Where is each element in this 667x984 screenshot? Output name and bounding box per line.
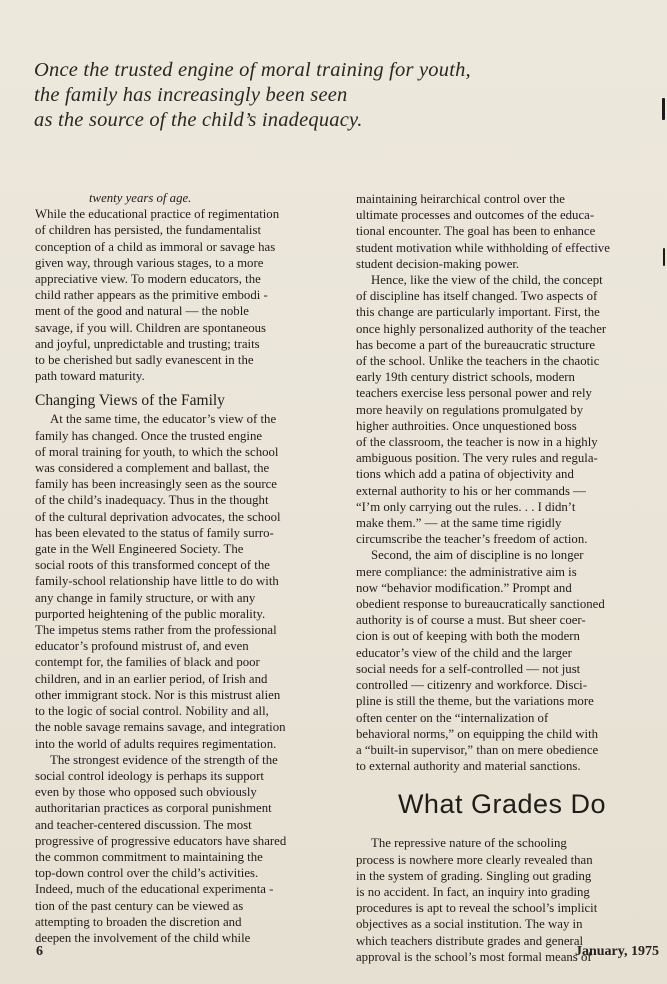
page-edge-mark	[663, 248, 665, 266]
pull-quote-line: the family has increasingly been seen	[34, 84, 348, 106]
text-line: to external authority and material sanctions.	[356, 759, 581, 774]
text-line: The strongest evidence of the strength of the	[50, 752, 278, 767]
text-line: of the school. Unlike the teachers in the chaotic	[356, 354, 600, 369]
text-line: and joyful, unpredictable and trusting; traits	[35, 336, 260, 351]
right-column	[356, 191, 648, 965]
section-heading: Changing Views of the Family	[35, 392, 225, 410]
text-line: is no accident. In fact, an inquiry into grading	[356, 884, 590, 899]
text-line: path toward maturity.	[35, 369, 145, 384]
text-line: often center on the “internalization of	[356, 710, 549, 725]
text-line: maintaining heirarchical control over the	[356, 192, 565, 206]
paragraph	[356, 272, 648, 547]
paragraph	[356, 191, 648, 272]
text-line: conception of a child as immoral or savage has	[35, 239, 276, 254]
text-line: Indeed, much of the educational experimenta -	[35, 882, 274, 897]
text-line: of the child’s inadequacy. Thus in the thought	[35, 493, 269, 508]
text-line: higher authroities. Once unquestioned boss	[356, 418, 577, 433]
text-line: controlled — citizenry and workforce. Disci-	[356, 678, 587, 693]
text-line: any change in family structure, or with any	[35, 590, 256, 605]
text-line: attempting to broaden the discretion and	[35, 914, 242, 929]
text-line: process is nowhere more clearly revealed than	[356, 852, 593, 867]
text-line: family has been increasingly seen as the source	[35, 477, 277, 492]
text-line: The impetus stems rather from the professional	[35, 623, 277, 638]
text-line: ambiguous position. The very rules and regula-	[356, 451, 598, 466]
text-line: “I’m only carrying out the rules. . . I didn’t	[356, 499, 576, 514]
text-line: teachers exercise less personal power and rely	[356, 386, 592, 401]
text-line: family has changed. Once the trusted engine	[35, 428, 263, 443]
text-line: appreciative view. To modern educators, the	[35, 272, 261, 287]
text-line: and teacher-centered discussion. The most	[35, 817, 252, 832]
text-line: of discipline has itself changed. Two aspects of	[356, 289, 598, 304]
issue-date: January, 1975	[574, 944, 659, 959]
text-line: objectives as a social institution. The way in	[356, 917, 583, 932]
text-line: once highly personalized authority of the teacher	[356, 321, 607, 336]
pull-quote-line: Once the trusted engine of moral training for youth,	[34, 59, 471, 81]
text-line: While the educational practice of regimentation	[35, 207, 280, 222]
text-line: progressive of progressive educators have shared	[35, 833, 287, 848]
paragraph	[35, 752, 335, 946]
text-line: the noble savage remains savage, and integration	[35, 720, 286, 735]
paragraph	[35, 411, 335, 751]
text-line: Second, the aim of discipline is no longer	[371, 548, 584, 563]
section-heading-large: What Grades Do	[397, 789, 607, 820]
text-line: which teachers distribute grades and general	[356, 933, 584, 948]
text-line: deepen the involvement of the child while	[35, 930, 251, 945]
text-line: make them.” — at the same time rigidly	[356, 516, 562, 531]
text-line: has been elevated to the status of family surro-	[35, 525, 274, 540]
text-line: to be cherished but sadly evanescent in the	[35, 353, 254, 368]
page-edge-mark	[662, 98, 665, 120]
text-line: approval is the school’s most formal means of	[356, 949, 592, 964]
text-line: children, and in an earlier period, of Irish and	[35, 671, 268, 686]
text-line: social needs for a self-controlled — not just	[356, 661, 581, 676]
text-line: At the same time, the educator’s view of the	[50, 412, 277, 427]
text-line: of the classroom, the teacher is now in a highly	[356, 435, 598, 450]
text-line: contempt for, the families of black and poor	[35, 655, 260, 670]
text-line: pline is still the theme, but the variations more	[356, 694, 594, 709]
text-line: gate in the Well Engineered Society. The	[35, 542, 244, 557]
text-line: child rather appears as the primitive embodi -	[35, 288, 268, 303]
text-line: The repressive nature of the schooling	[371, 836, 567, 851]
text-line: social control ideology is perhaps its support	[35, 768, 264, 783]
text-line: educator’s view of the child and the larger	[356, 645, 572, 660]
text-line: obedient response to bureaucratically sanctioned	[356, 597, 605, 612]
text-line: a “built-in supervisor,” than on mere obedience	[356, 742, 599, 757]
paragraph	[356, 547, 648, 774]
pull-quote-line: as the source of the child’s inadequacy.	[34, 109, 363, 131]
text-line: the common commitment to maintaining the	[35, 849, 263, 864]
lead-in-text: twenty years of age.	[89, 191, 192, 205]
text-line: Hence, like the view of the child, the concept	[371, 273, 603, 288]
text-line: into the world of adults requires regimentation.	[35, 736, 277, 751]
text-line: tions which add a patina of objectivity and	[356, 467, 574, 482]
text-line: given way, through various stages, to a more	[35, 255, 264, 270]
text-line: behavioral norms,” on equipping the child with	[356, 726, 599, 741]
text-line: cion is out of keeping with both the modern	[356, 629, 580, 644]
text-line: tional encounter. The goal has been to enhance	[356, 224, 596, 239]
text-line: family-school relationship have little to do with	[35, 574, 279, 589]
text-line: in the system of grading. Singling out grading	[356, 868, 592, 883]
text-line: of children has persisted, the fundamentalist	[35, 223, 262, 238]
text-line: student decision-making power.	[356, 256, 520, 271]
text-line: early 19th century district schools, modern	[356, 370, 575, 385]
text-line: mere compliance: the administrative aim is	[356, 564, 577, 579]
text-line: authoritarian practices as corporal punishment	[35, 801, 272, 816]
text-line: authority is of course a must. But sheer coer-	[356, 613, 586, 628]
text-line: ment of the good and natural — the noble	[35, 304, 249, 319]
text-line: even by those who opposed such obviously	[35, 785, 257, 800]
text-line: educator’s profound mistrust of, and even	[35, 639, 249, 654]
text-line: other immigrant stock. Nor is this mistrust alien	[35, 687, 281, 702]
paragraph	[35, 206, 335, 384]
text-line: purported heightening of the public morality.	[35, 606, 266, 621]
text-line: was considered a complement and ballast, the	[35, 461, 270, 476]
text-line: circumscribe the teacher’s freedom of action.	[356, 532, 588, 547]
left-column	[35, 190, 335, 946]
text-line: this change are particularly important. First, the	[356, 305, 600, 320]
text-line: more heavily on regulations promulgated by	[356, 402, 584, 417]
text-line: now “behavior modification.” Prompt and	[356, 580, 572, 595]
text-line: student motivation while withholding of effective	[356, 240, 610, 255]
text-line: ultimate processes and outcomes of the educa-	[356, 208, 595, 223]
text-line: external authority to his or her commands —	[356, 483, 586, 498]
text-line: savage, if you will. Children are spontaneous	[35, 320, 266, 335]
page-number: 6	[36, 944, 43, 959]
text-line: of the cultural deprivation advocates, the school	[35, 509, 281, 524]
text-line: social roots of this transformed concept of the	[35, 558, 270, 573]
pull-quote	[34, 58, 594, 133]
text-line: procedures is apt to reveal the school’s implicit	[356, 901, 598, 916]
text-line: to the logic of social control. Nobility and all,	[35, 704, 269, 719]
text-line: of moral training for youth, to which the school	[35, 444, 279, 459]
text-line: top-down control over the child’s activities.	[35, 866, 259, 881]
text-line: has become a part of the bureaucratic structure	[356, 337, 596, 352]
text-line: tion of the past century can be viewed as	[35, 898, 244, 913]
